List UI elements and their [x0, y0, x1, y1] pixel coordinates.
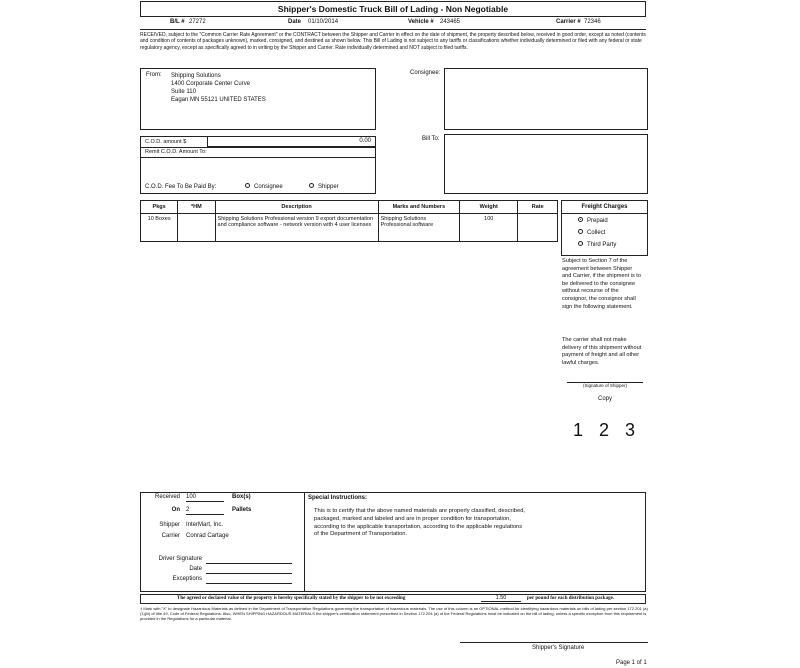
from-line: Eagan MN 55121 UNITED STATES [171, 97, 266, 103]
cod-fee-label: C.O.D. Fee To Be Paid By: [145, 184, 217, 190]
declared-value-amount[interactable]: 1.50 [481, 595, 521, 602]
hazmat-note: † Mark with "X" to designate Hazardous Materials as defined in the Department of Transportation Regulations governing the transportation of hazardous materials. The use of this column is an OPTIONAL method for identifying hazardous materials on bills of lading per section 172.201 (a) (1)(iii) of title 49, Code of Federal Regulations. Also, WHEN SHIPPING HAZARDOUS MATERIALS the shipper's certification statement prescribed in Section 172.204 (a) of the Federal Regulations must be indicated on the bill of lading, unless a specific exception from this requirement is provided in the Regulations for a particular material. [140, 606, 648, 621]
exceptions-label: Exceptions [172, 576, 202, 582]
vehicle-label: Vehicle # [408, 19, 434, 25]
on-value[interactable]: 2 [186, 507, 224, 515]
cod-box [140, 136, 376, 194]
vehicle-value: 243465 [440, 19, 461, 25]
col-header-hm: *HM [178, 201, 215, 214]
declared-value-row [140, 594, 646, 604]
title-bar [140, 1, 646, 17]
date-field[interactable] [206, 566, 292, 574]
declared-value-text-after: per pound for each distribution package. [527, 596, 615, 601]
description-cell: Shipping Solutions Professional version 9 export documentation and compliance software - network version with 4 user licenses [215, 214, 378, 242]
table-row [141, 214, 558, 242]
header-row [140, 19, 646, 29]
exceptions-field[interactable] [206, 576, 292, 584]
bl-value: 27272 [189, 19, 206, 25]
radio-icon [578, 241, 583, 246]
consignee-box [444, 68, 648, 130]
on-label: On [171, 507, 180, 513]
cod-amount-label: C.O.D. amount $ [145, 139, 187, 145]
carrier-delivery-text: The carrier shall not make delivery of this shipment without payment of freight and all other lawful charges. [562, 337, 642, 366]
carrier-number-label: Carrier # [556, 19, 581, 25]
freight-option-prepaid[interactable] [578, 218, 608, 224]
received-value[interactable]: 100 [186, 494, 224, 502]
received-label: Received [154, 494, 180, 500]
pkgs-cell: 10 Boxes [141, 214, 178, 242]
freight-option-collect[interactable] [578, 230, 605, 236]
from-address [171, 72, 266, 104]
on-unit: Pallets [232, 507, 252, 513]
remit-cod-label: Remit C.O.D. Amount To: [145, 149, 207, 155]
cod-shipper-option[interactable] [309, 184, 339, 190]
date-value: 01/10/2014 [308, 19, 339, 25]
carrier-label: Carrier [161, 533, 180, 539]
from-line: Shipping Solutions [171, 73, 221, 79]
freight-option-third-party[interactable] [578, 242, 616, 248]
col-header-weight: Weight [460, 201, 518, 214]
cod-shipper-option-label: Shipper [318, 184, 339, 191]
cod-consignee-option[interactable] [245, 184, 283, 190]
cod-amount-value: 0.00 [359, 138, 371, 144]
col-header-rate: Rate [518, 201, 558, 214]
cod-amount-field[interactable] [207, 137, 375, 147]
page-number: Page 1 of 1 [616, 660, 647, 666]
section7-text: Subject to Section 7 of the agreement between Shipper and Carrier, if the shipment is to be delivered to the consignee without recourse of the consignor, the consignor shall sign the following statement. [562, 258, 641, 310]
special-instructions-title: Special Instructions: [308, 495, 368, 501]
consignee-label: Consignee: [410, 70, 441, 76]
from-label: From: [146, 72, 162, 78]
bill-to-box [444, 134, 648, 194]
copy-numbers: 1 2 3 [572, 420, 638, 440]
freight-option-label: Third Party [587, 242, 617, 249]
date-label: Date [288, 19, 302, 25]
radio-icon [309, 183, 314, 188]
received-unit: Box(s) [232, 494, 251, 500]
driver-signature-field[interactable] [206, 556, 292, 564]
marks-cell: Shipping Solutions Professional software [378, 214, 460, 242]
col-header-pkgs: Pkgs [141, 201, 178, 214]
from-box [140, 68, 376, 130]
received-terms: RECEIVED, subject to the "Common Carrier Rate Agreement" or the CONTRACT between the Shipper and Carrier in effect on the date of shipment, the property described below, received in good order, except as noted (contents and condition of contents of packages unknown), marked, consigned, and destined as shown below. This Bill of Lading is not subject to any tariffs or classifications whether individually determined or filed with any federal or state regulatory agency, except as specifically agreed to in writing by the Shipper and Carrier. Rate individually determined and NOT subject to filed tariffs. [140, 32, 646, 51]
rate-cell [518, 214, 558, 242]
hm-cell [178, 214, 215, 242]
document-title: Shipper's Domestic Truck Bill of Lading - Non Negotiable [277, 4, 509, 14]
freight-charges-title: Freight Charges [562, 201, 647, 214]
items-table [140, 200, 558, 242]
weight-cell: 100 [460, 214, 518, 242]
from-line: 1400 Corporate Center Curve [171, 81, 251, 87]
radio-selected-icon [578, 217, 583, 222]
from-line: Suite 110 [171, 89, 196, 95]
signature-of-shipper-caption: (Signature of Shipper) [582, 383, 628, 388]
shippers-signature-label: Shipper's Signature [532, 645, 585, 651]
carrier-value: Conrad Cartage [186, 533, 229, 539]
freight-option-label: Collect [587, 230, 606, 237]
shipper-label: Shipper [159, 522, 180, 528]
copy-label: Copy [597, 396, 612, 402]
shipper-value: InterMart, Inc. [186, 522, 224, 528]
items-header-row [141, 201, 558, 214]
cod-fee-row [145, 184, 373, 190]
col-header-marks: Marks and Numbers [378, 201, 460, 214]
radio-icon [578, 229, 583, 234]
bl-label: B/L # [170, 19, 185, 25]
driver-signature-label: Driver Signature [158, 556, 202, 562]
declared-value-text-before: The agreed or declared value of the property is hereby specifically stated by the shipper to be not exceeding [177, 596, 406, 601]
freight-charges-box [561, 200, 648, 256]
date-field-label: Date [189, 566, 202, 572]
special-instructions-text: This is to certify that the above named materials are properly classified, described, packaged, marked and labeled and are in proper condition for transportation, according to the applicable transportation, according to the applicable regulations of the Department of Transportation. [314, 508, 526, 538]
col-header-description: Description [215, 201, 378, 214]
radio-icon [245, 183, 250, 188]
freight-option-label: Prepaid [587, 218, 608, 225]
cod-consignee-option-label: Consignee [254, 184, 283, 191]
bill-to-label: Bill To: [422, 136, 440, 142]
carrier-number-value: 72346 [584, 19, 601, 25]
